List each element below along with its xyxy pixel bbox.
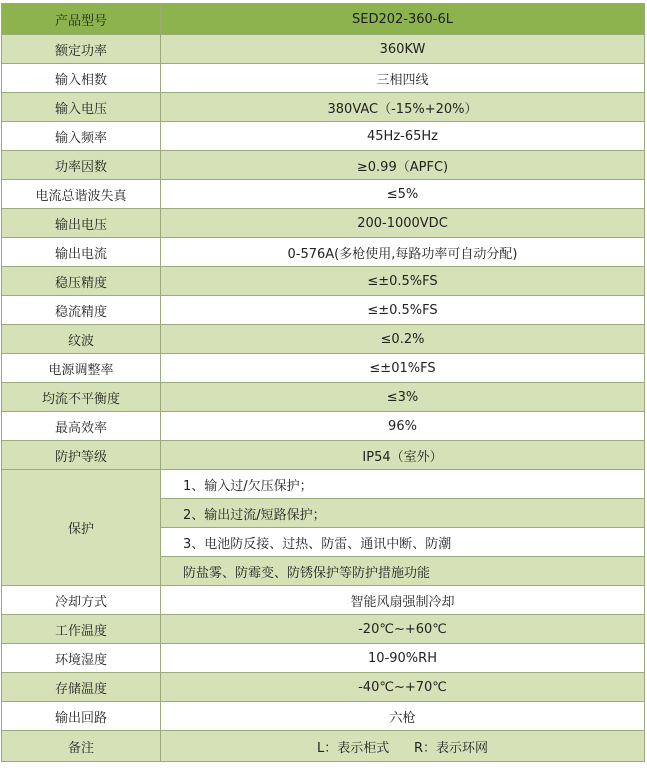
table-row <box>2 702 645 731</box>
row-label: 输入频率 <box>2 122 161 151</box>
row-label: 最高效率 <box>2 412 161 441</box>
header-value: SED202-360-6L <box>161 4 645 35</box>
row-label: 额定功率 <box>2 35 161 64</box>
row-value: -40℃~+70℃ <box>161 673 645 702</box>
table-row <box>2 731 645 762</box>
row-label: 输入电压 <box>2 93 161 122</box>
row-label: 输出电流 <box>2 238 161 267</box>
row-label: 环境湿度 <box>2 644 161 673</box>
protection-item: 3、电池防反接、过热、防雷、通讯中断、防潮 <box>161 528 645 557</box>
table-row <box>2 325 645 354</box>
row-label: 输出回路 <box>2 702 161 731</box>
table-row <box>2 383 645 412</box>
row-value: 96% <box>161 412 645 441</box>
row-label: 冷却方式 <box>2 586 161 615</box>
row-label: 防护等级 <box>2 441 161 470</box>
row-label: 输出电压 <box>2 209 161 238</box>
table-row <box>2 586 645 615</box>
row-label: 输入相数 <box>2 64 161 93</box>
row-value: 380VAC（-15%+20%） <box>161 93 645 122</box>
row-value: 六枪 <box>161 702 645 731</box>
row-label: 工作温度 <box>2 615 161 644</box>
row-label: 稳流精度 <box>2 296 161 325</box>
table-row <box>2 644 645 673</box>
row-value: ≤5% <box>161 180 645 209</box>
row-value: ≤±0.5%FS <box>161 296 645 325</box>
row-label: 功率因数 <box>2 151 161 180</box>
row-value: ≤±01%FS <box>161 354 645 383</box>
protection-item: 1、输入过/欠压保护； <box>161 470 645 499</box>
table-row <box>2 615 645 644</box>
table-row <box>2 267 645 296</box>
table-row <box>2 238 645 267</box>
row-label: 稳压精度 <box>2 267 161 296</box>
table-row <box>2 93 645 122</box>
table-row <box>2 64 645 93</box>
protection-row <box>2 470 645 499</box>
protection-label: 保护 <box>2 470 161 586</box>
row-value: 45Hz-65Hz <box>161 122 645 151</box>
table-row <box>2 412 645 441</box>
table-row <box>2 296 645 325</box>
row-value: 三相四线 <box>161 64 645 93</box>
row-value: L：表示柜式 R：表示环网 <box>161 731 645 762</box>
table-row <box>2 35 645 64</box>
row-value: ≥0.99（APFC) <box>161 151 645 180</box>
row-label: 备注 <box>2 731 161 762</box>
row-label: 存储温度 <box>2 673 161 702</box>
row-value: ≤0.2% <box>161 325 645 354</box>
table-row <box>2 151 645 180</box>
table-row <box>2 180 645 209</box>
row-value: 10-90%RH <box>161 644 645 673</box>
table-row <box>2 441 645 470</box>
row-value: ≤3% <box>161 383 645 412</box>
row-value: 360KW <box>161 35 645 64</box>
row-value: 200-1000VDC <box>161 209 645 238</box>
table-header-row <box>2 4 645 35</box>
row-label: 电流总谐波失真 <box>2 180 161 209</box>
row-label: 均流不平衡度 <box>2 383 161 412</box>
spec-table <box>1 3 645 762</box>
row-label: 电源调整率 <box>2 354 161 383</box>
row-label: 纹波 <box>2 325 161 354</box>
row-value: -20℃~+60℃ <box>161 615 645 644</box>
row-value: 0-576A(多枪使用,每路功率可自动分配) <box>161 238 645 267</box>
header-label: 产品型号 <box>2 4 161 35</box>
protection-item: 防盐雾、防霉变、防锈保护等防护措施功能 <box>161 557 645 586</box>
row-value: 智能风扇强制冷却 <box>161 586 645 615</box>
table-row <box>2 673 645 702</box>
table-row <box>2 209 645 238</box>
row-value: IP54（室外） <box>161 441 645 470</box>
row-value: ≤±0.5%FS <box>161 267 645 296</box>
table-row <box>2 122 645 151</box>
protection-item: 2、输出过流/短路保护； <box>161 499 645 528</box>
table-row <box>2 354 645 383</box>
